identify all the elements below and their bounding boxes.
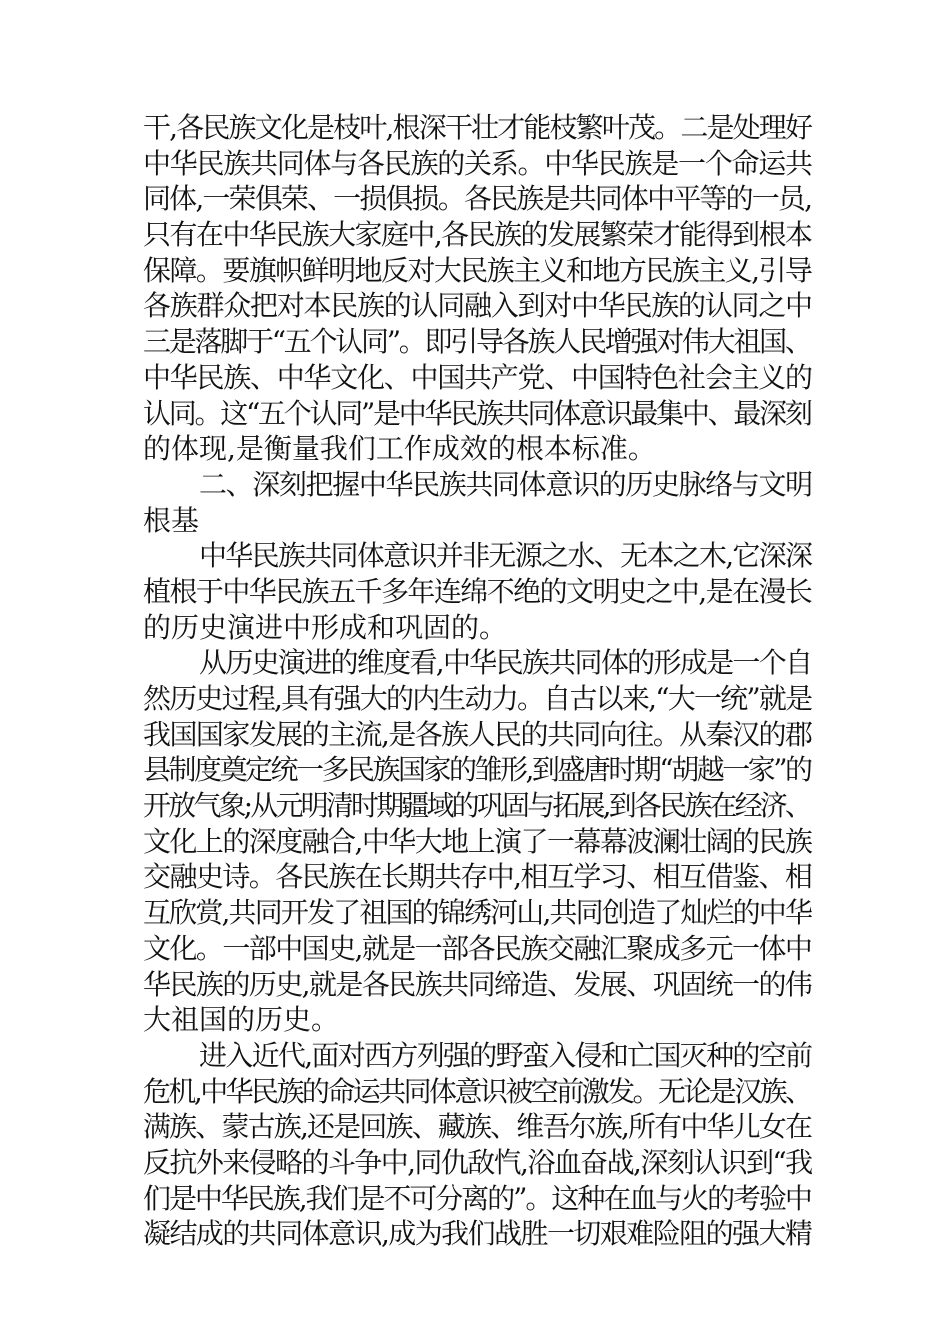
text-line: 从历史演进的维度看,中华民族共同体的形成是一个自 (199, 646, 812, 680)
text-line: 根基 (143, 503, 200, 537)
text-line: 中华民族共同体与各民族的关系。中华民族是一个命运共 (143, 146, 812, 180)
text-line: 植根于中华民族五千多年连绵不绝的文明史之中,是在漫长 (143, 574, 812, 608)
text-line: 认同。这“五个认同”是中华民族共同体意识最集中、最深刻 (143, 396, 811, 430)
text-line: 开放气象;从元明清时期疆域的巩固与拓展,到各民族在经济、 (143, 789, 811, 823)
text-line: 二、深刻把握中华民族共同体意识的历史脉络与文明 (199, 467, 812, 501)
text-line: 反抗外来侵略的斗争中,同仇敌忾,浴血奋战,深刻认识到“我 (143, 1145, 812, 1179)
text-line: 中华民族共同体意识并非无源之水、无本之木,它深深 (199, 539, 812, 573)
text-line: 然历史过程,具有强大的内生动力。自古以来,“大一统”就是 (143, 682, 812, 715)
text-line: 县制度奠定统一多民族国家的雏形,到盛唐时期“胡越一家”的 (143, 753, 811, 787)
text-line: 互欣赏,共同开发了祖国的锦绣河山,共同创造了灿烂的中华 (143, 896, 812, 930)
text-line: 们是中华民族,我们是不可分离的”。这种在血与火的考验中 (143, 1181, 811, 1215)
text-line: 中华民族、中华文化、中国共产党、中国特色社会主义的 (143, 360, 812, 394)
text-line: 文化上的深度融合,中华大地上演了一幕幕波澜壮阔的民族 (143, 824, 812, 858)
text-line: 同体,一荣俱荣、一损俱损。各民族是共同体中平等的一员, (143, 182, 812, 216)
text-line: 只有在中华民族大家庭中,各民族的发展繁荣才能得到根本 (143, 218, 812, 252)
text-line: 凝结成的共同体意识,成为我们战胜一切艰难险阻的强大精 (143, 1217, 812, 1251)
text-line: 保障。要旗帜鲜明地反对大民族主义和地方民族主义,引导 (143, 253, 812, 287)
body-text (143, 110, 813, 1252)
text-line: 进入近代,面对西方列强的野蛮入侵和亡国灭种的空前 (199, 1038, 812, 1072)
text-line: 干,各民族文化是枝叶,根深干壮才能枝繁叶茂。二是处理好 (143, 111, 812, 144)
text-line: 满族、蒙古族,还是回族、藏族、维吾尔族,所有中华儿女在 (143, 1110, 812, 1144)
text-line: 我国国家发展的主流,是各族人民的共同向往。从秦汉的郡 (143, 717, 812, 751)
text-line: 大祖国的历史。 (143, 1003, 340, 1037)
text-line: 华民族的历史,就是各民族共同缔造、发展、巩固统一的伟 (143, 967, 812, 1001)
text-line: 各族群众把对本民族的认同融入到对中华民族的认同之中 (143, 289, 812, 323)
text-line: 的体现,是衡量我们工作成效的根本标准。 (143, 432, 656, 466)
text-line: 三是落脚于“五个认同”。即引导各族人民增强对伟大祖国、 (143, 325, 811, 359)
text-line: 交融史诗。各民族在长期共存中,相互学习、相互借鉴、相 (143, 860, 812, 894)
text-line: 危机,中华民族的命运共同体意识被空前激发。无论是汉族、 (143, 1074, 811, 1108)
text-line: 文化。一部中国史,就是一部各民族交融汇聚成多元一体中 (143, 931, 812, 965)
text-line: 的历史演进中形成和巩固的。 (143, 610, 508, 644)
